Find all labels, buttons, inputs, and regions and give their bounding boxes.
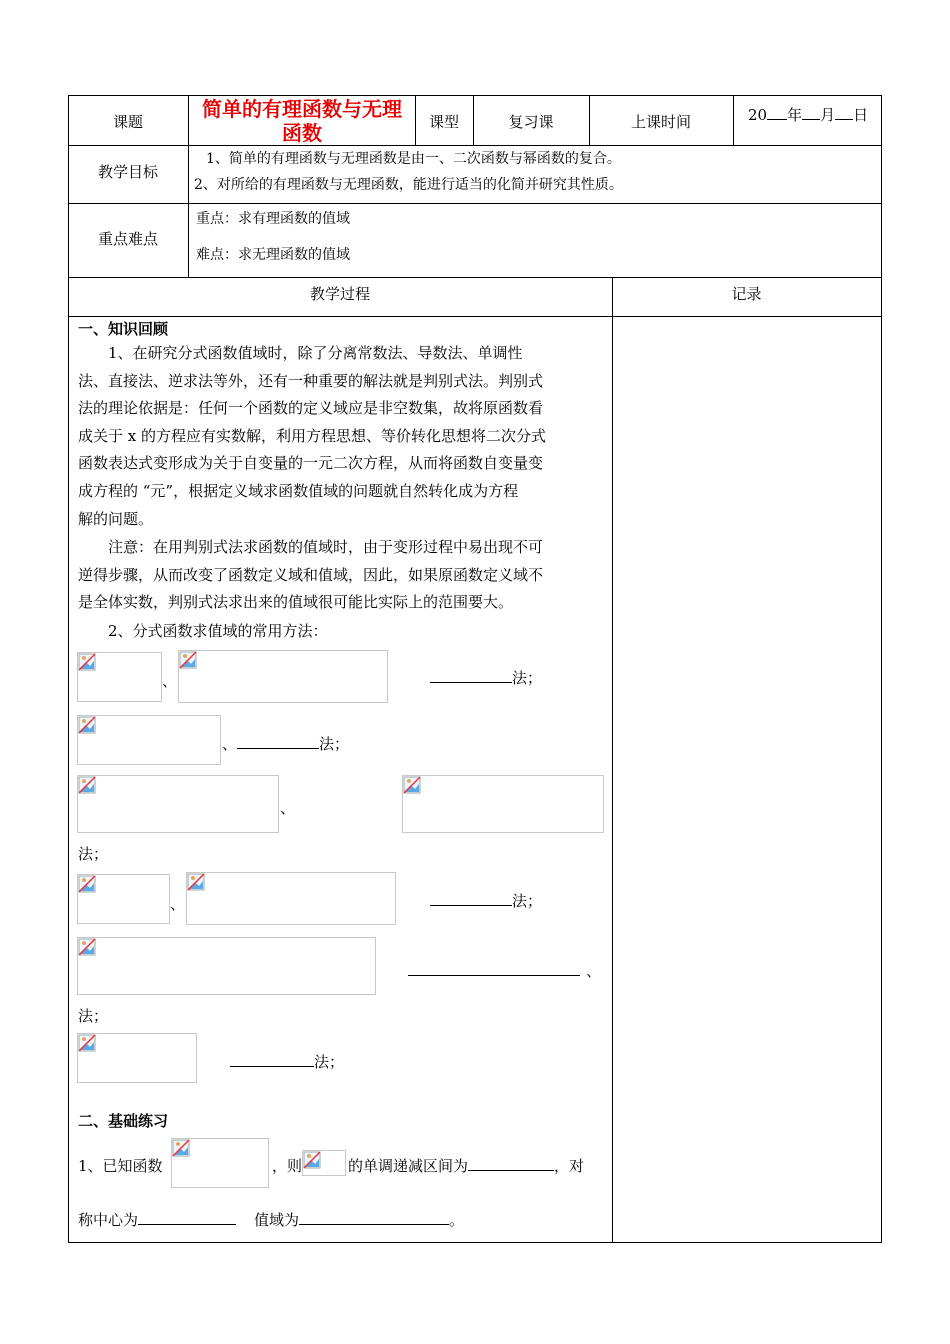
process-label: 教学过程 (309, 285, 370, 303)
paragraph-2 (78, 534, 606, 617)
broken-image-icon (303, 1151, 321, 1169)
symmetry-center-label: 称中心为 (78, 1211, 139, 1229)
separator: 、 (170, 895, 186, 913)
question-1-prefix: 1、已知函数 (78, 1157, 163, 1175)
date-month-char: 月 (820, 106, 836, 124)
broken-image-icon (78, 776, 96, 794)
p1-line: 法、直接法、逆求法等外，还有一种重要的解法就是判别式法。判别式 (78, 371, 544, 390)
broken-image-icon (403, 776, 421, 794)
method-suffix: 法； (78, 845, 109, 863)
record-label: 记录 (731, 285, 762, 303)
month-blank (802, 105, 820, 120)
range-blank[interactable] (299, 1210, 449, 1225)
broken-image-icon (78, 653, 96, 671)
p1-line: 解的问题。 (78, 509, 154, 528)
goals-line-2: 2、对所给的有理函数与无理函数，能进行适当的化简并研究其性质。 (194, 177, 623, 193)
symmetry-center-blank[interactable] (138, 1210, 236, 1225)
method-answer-blank[interactable] (230, 1051, 344, 1072)
date-day-char: 日 (853, 106, 869, 124)
paragraph-3: 2、分式函数求值域的常用方法： (108, 622, 328, 640)
formula-image (402, 775, 604, 833)
formula-image (77, 775, 279, 833)
date-year-char: 年 (787, 106, 803, 124)
goals-line-1: 1、简单的有理函数与无理函数是由一、二次函数与幂函数的复合。 (206, 151, 621, 167)
formula-image (77, 937, 376, 995)
date-year-prefix: 20 (748, 106, 768, 124)
broken-image-icon (179, 651, 197, 669)
section-1-heading: 一、知识回顾 (78, 320, 169, 338)
question-1-after: 的单调递减区间为 (348, 1157, 469, 1175)
answer-blank[interactable] (408, 961, 580, 976)
broken-image-icon (78, 716, 96, 734)
method-suffix: 法； (78, 1007, 109, 1025)
formula-image (178, 650, 388, 703)
method-answer-blank[interactable] (430, 667, 542, 688)
day-blank (835, 105, 853, 120)
period: 。 (449, 1211, 465, 1229)
question-1-line-2 (78, 1209, 464, 1230)
broken-image-icon (78, 938, 96, 956)
method-suffix: 法； (512, 892, 543, 910)
formula-image (77, 715, 221, 765)
difficult-point: 难点：求无理函数的值域 (196, 247, 350, 263)
year-blank (767, 105, 787, 120)
separator: 、 (280, 799, 296, 817)
formula-image (77, 874, 170, 924)
answer-blank[interactable] (230, 1052, 314, 1067)
answer-blank[interactable] (430, 668, 512, 683)
goals-label: 教学目标 (97, 163, 158, 181)
class-date-field (748, 104, 868, 125)
lesson-type-value: 复习课 (508, 113, 554, 131)
p2-line: 逆得步骤，从而改变了函数定义域和值域，因此，如果原函数定义域不 (78, 565, 544, 584)
method-answer-blank[interactable] (222, 733, 349, 754)
p1-line: 成方程的 “元”，根据定义域求函数值域的问题就自然转化成为方程 (78, 481, 519, 500)
separator: 、 (586, 962, 602, 980)
key-point: 重点：求有理函数的值域 (196, 211, 350, 227)
class-time-label: 上课时间 (630, 113, 691, 131)
broken-image-icon (172, 1139, 190, 1157)
formula-image (77, 652, 162, 702)
broken-image-icon (187, 873, 205, 891)
method-answer-blank[interactable] (430, 890, 542, 911)
question-1-text (348, 1155, 584, 1176)
broken-image-icon (78, 875, 96, 893)
method-suffix: 法； (314, 1053, 345, 1071)
formula-image (302, 1150, 346, 1176)
p1-line: 法的理论依据是：任何一个函数的定义域应是非空数集，故将原函数看 (78, 399, 544, 418)
topic-title: 简单的有理函数与无理函数 (202, 97, 402, 145)
separator: 、 (162, 672, 178, 690)
key-points-label: 重点难点 (97, 230, 158, 248)
formula-image (171, 1138, 269, 1188)
question-1-mid: ，则 (272, 1157, 303, 1175)
decreasing-interval-blank[interactable] (468, 1156, 554, 1171)
p1-line: 成关于 x 的方程应有实数解，利用方程思想、等价转化思想将二次分式 (78, 426, 546, 445)
formula-image (186, 872, 396, 925)
method-suffix: 法； (319, 735, 350, 753)
range-label: 值域为 (254, 1211, 300, 1229)
p2-line: 注意：在用判别式法求函数的值域时，由于变形过程中易出现不可 (108, 538, 544, 556)
paragraph-1 (78, 340, 606, 533)
answer-blank[interactable] (430, 891, 512, 906)
p2-line: 是全体实数，判别式法求出来的值域很可能比实际上的范围要大。 (78, 593, 514, 612)
answer-blank[interactable] (237, 734, 319, 749)
p1-line: 函数表达式变形成为关于自变量的一元二次方程，从而将函数自变量变 (78, 454, 544, 473)
method-suffix: 法； (512, 669, 543, 687)
method-answer-blank[interactable] (408, 960, 601, 981)
section-2-heading: 二、基础练习 (78, 1112, 169, 1130)
formula-image (77, 1033, 197, 1083)
broken-image-icon (78, 1034, 96, 1052)
topic-label: 课题 (112, 113, 143, 131)
question-1-end: ，对 (554, 1157, 585, 1175)
separator: 、 (222, 735, 238, 753)
p1-line: 1、在研究分式函数值域时，除了分离常数法、导数法、单调性 (108, 344, 523, 362)
lesson-type-label: 课型 (428, 113, 459, 131)
